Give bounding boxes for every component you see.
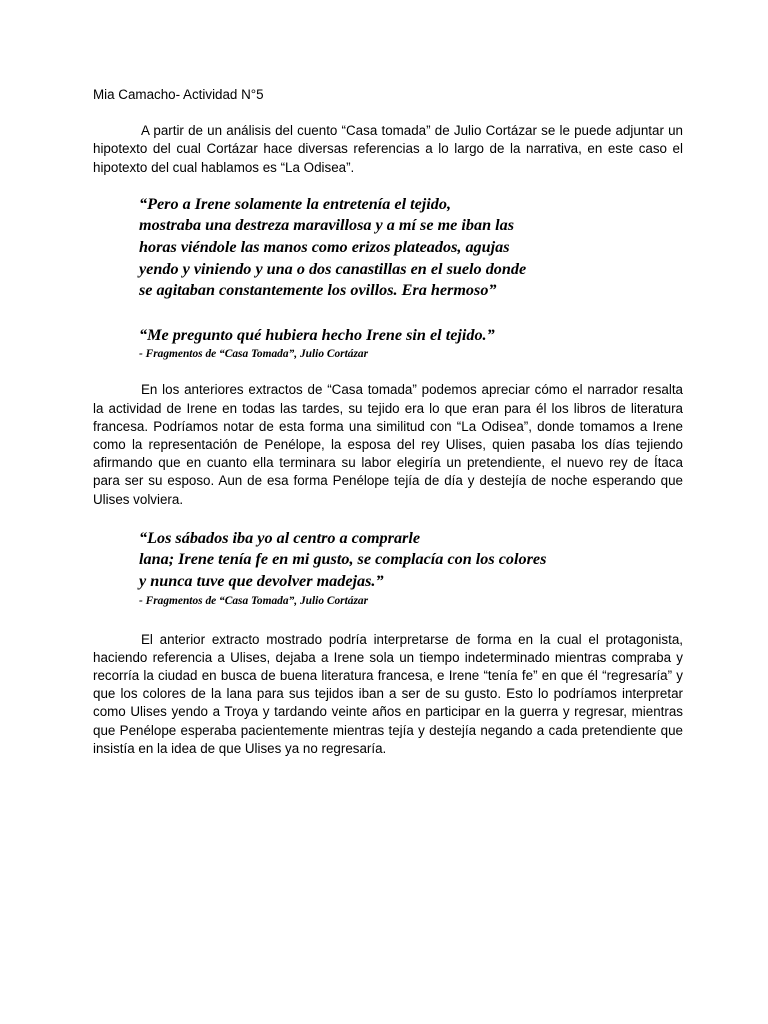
quote-3-line: lana; Irene tenía fe en mi gusto, se complacía con los colores <box>139 550 547 569</box>
quote-block-2 <box>139 325 683 362</box>
quote-3-line: y nunca tuve que devolver madejas.” <box>139 571 384 590</box>
paragraph-intro: A partir de un análisis del cuento “Casa tomada” de Julio Cortázar se le puede adjuntar un hipotexto del cual Cortázar hace diversas referencias a lo largo de la narrativa, en este caso el hipotexto del cual hablamos es “La Odisea”. <box>93 123 683 175</box>
quote-1-line: mostraba una destreza maravillosa y a mí se me iban las <box>139 216 515 235</box>
paragraph-analysis: En los anteriores extractos de “Casa tomada” podemos apreciar cómo el narrador resalta la actividad de Irene en todas las tardes, su tejido era lo que eran para él los libros de literatura francesa. Podríamos notar de esta forma una similitud con “La Odisea”, donde tomamos a Irene como la representación de Penélope, la esposa del rey Ulises, quien pasaba los días tejiendo afirmando que en cuanto ella terminara su labor elegiría un pretendiente, el nuevo rey de Ítaca para ser su esposo. Aun de esa forma Penélope tejía de día y destejía de noche esperando que Ulises volviera. <box>93 382 683 507</box>
quote-2-line: “Me pregunto qué hubiera hecho Irene sin el tejido.” <box>139 325 495 344</box>
document-title: Mia Camacho- Actividad N°5 <box>93 87 264 102</box>
quote-1-line: horas viéndole las manos como erizos plateados, agujas <box>139 238 510 256</box>
quote-1-line: yendo y viniendo y una o dos canastillas en el suelo donde <box>139 259 527 278</box>
quote-1-line: “Pero a Irene solamente la entretenía el tejido, <box>139 194 452 213</box>
quote-1-line: se agitaban constantemente los ovillos. Era hermoso” <box>139 281 497 300</box>
quote-block-1 <box>139 194 683 302</box>
quote-block-3 <box>139 528 683 608</box>
quote-2-source: - Fragmentos de “Casa Tomada”, Julio Cortázar <box>139 348 369 361</box>
quote-3-line: “Los sábados iba yo al centro a comprarle <box>139 528 421 547</box>
paragraph-interpretation: El anterior extracto mostrado podría interpretarse de forma en la cual el protagonista, haciendo referencia a Ulises, dejaba a Irene sola un tiempo indeterminado mientras compraba y recorría la ciudad en busca de buena literatura francesa, e Irene “tenía fe” en que él “regresaría” y que los colores de la lana para sus tejidos iban a ser de su gusto. Esto lo podríamos interpretar como Ulises yendo a Troya y tardando veinte años en participar en la guerra y regresar, mientras que Penélope esperaba pacientemente mientras tejía y destejía negando a cada pretendiente que insistía en la idea de que Ulises ya no regresaría. <box>93 631 683 756</box>
quote-3-source: - Fragmentos de “Casa Tomada”, Julio Cortázar <box>139 594 369 607</box>
document-page <box>93 86 683 758</box>
